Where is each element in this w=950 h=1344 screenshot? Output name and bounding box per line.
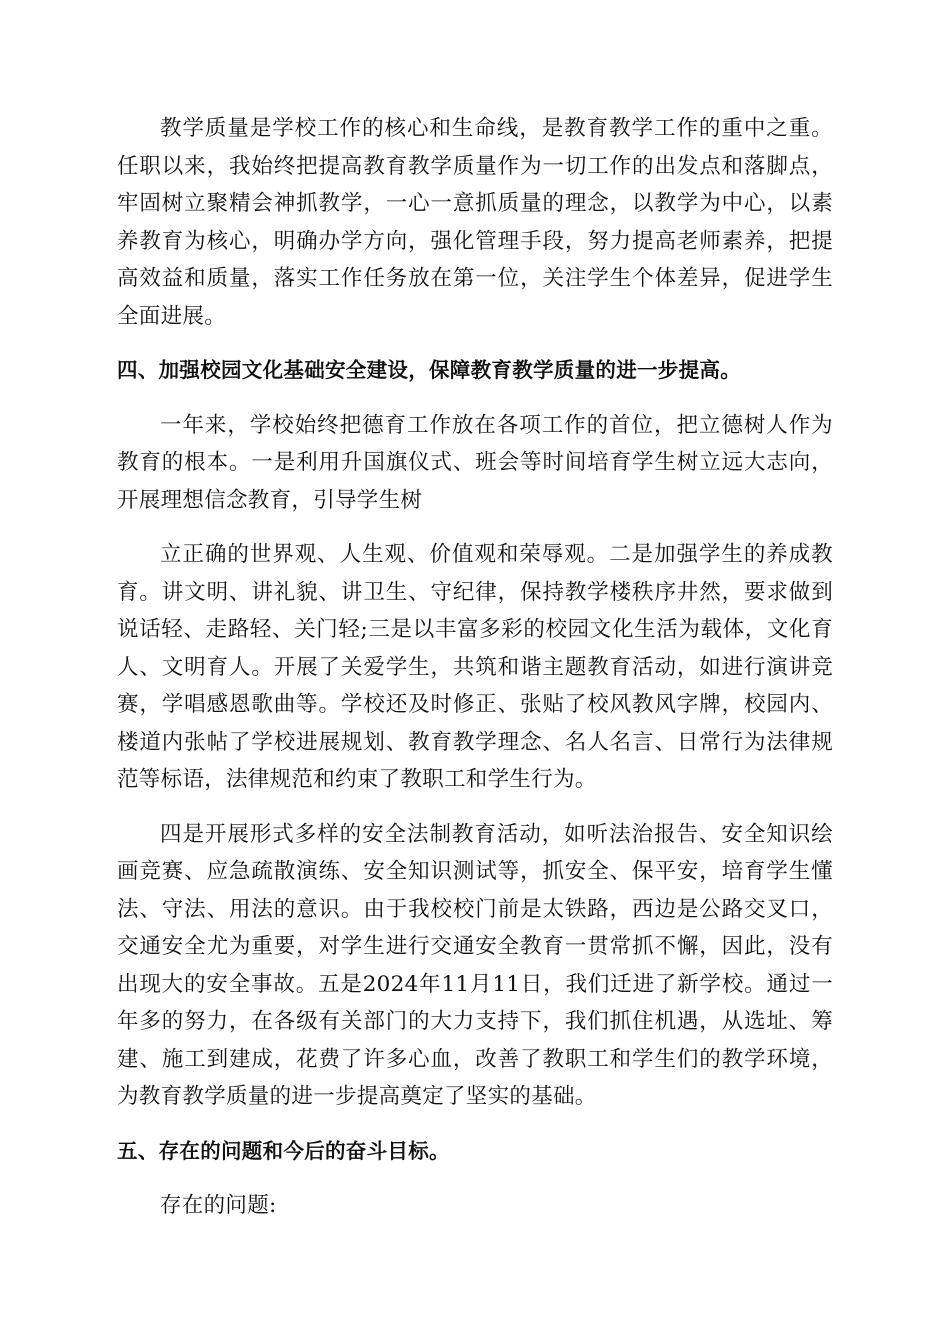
paragraph-safety-education: 四是开展形式多样的安全法制教育活动，如听法治报告、安全知识绘画竞赛、应急疏散演练、安全知识测试等，抓安全、保平安，培育学生懂法、守法、用法的意识。由于我校校门前是太铁路，西边是公路交叉口，交通安全尤为重要，对学生进行交通安全教育一贯常抓不懈，因此，没有出现大的安全事故。五是2024年11月11日，我们迁进了新学校。通过一年多的努力，在各级有关部门的大力支持下，我们抓住机遇，从选址、筹建、施工到建成，花费了许多心血，改善了教职工和学生们的教学环境，为教育教学质量的进一步提高奠定了坚实的基础。 <box>117 821 833 1109</box>
document-body <box>117 110 833 1225</box>
paragraph-values-education: 立正确的世界观、人生观、价值观和荣辱观。二是加强学生的养成教育。讲文明、讲礼貌、讲卫生、守纪律，保持教学楼秩序井然，要求做到说话轻、走路轻、关门轻;三是以丰富多彩的校园文化生活为载体，文化育人、文明育人。开展了关爱学生，共筑和谐主题教育活动，如进行演讲竞赛，学唱感恩歌曲等。学校还及时修正、张贴了校风教风字牌，校园内、楼道内张帖了学校进展规划、教育教学理念、名人名言、日常行为法律规范等标语，法律规范和约束了教职工和学生行为。 <box>117 542 833 792</box>
section-heading-4: 四、加强校园文化基础安全建设，保障教育教学质量的进一步提高。 <box>117 358 741 382</box>
section-heading-5: 五、存在的问题和今后的奋斗目标。 <box>117 1138 450 1163</box>
subheading-problems: 存在的问题: <box>160 1193 277 1218</box>
paragraph-moral-education: 一年来，学校始终把德育工作放在各项工作的首位，把立德树人作为教育的根本。一是利用升国旗仪式、班会等时间培育学生树立远大志向，开展理想信念教育，引导学生树 <box>117 412 833 513</box>
paragraph-teaching-quality: 教学质量是学校工作的核心和生命线，是教育教学工作的重中之重。任职以来，我始终把提高教育教学质量作为一切工作的出发点和落脚点，牢固树立聚精会神抓教学，一心一意抓质量的理念，以教学为中心，以素养教育为核心，明确办学方向，强化管理手段，努力提高老师素养，把提高效益和质量，落实工作任务放在第一位，关注学生个体差异，促进学生全面进展。 <box>117 116 833 329</box>
